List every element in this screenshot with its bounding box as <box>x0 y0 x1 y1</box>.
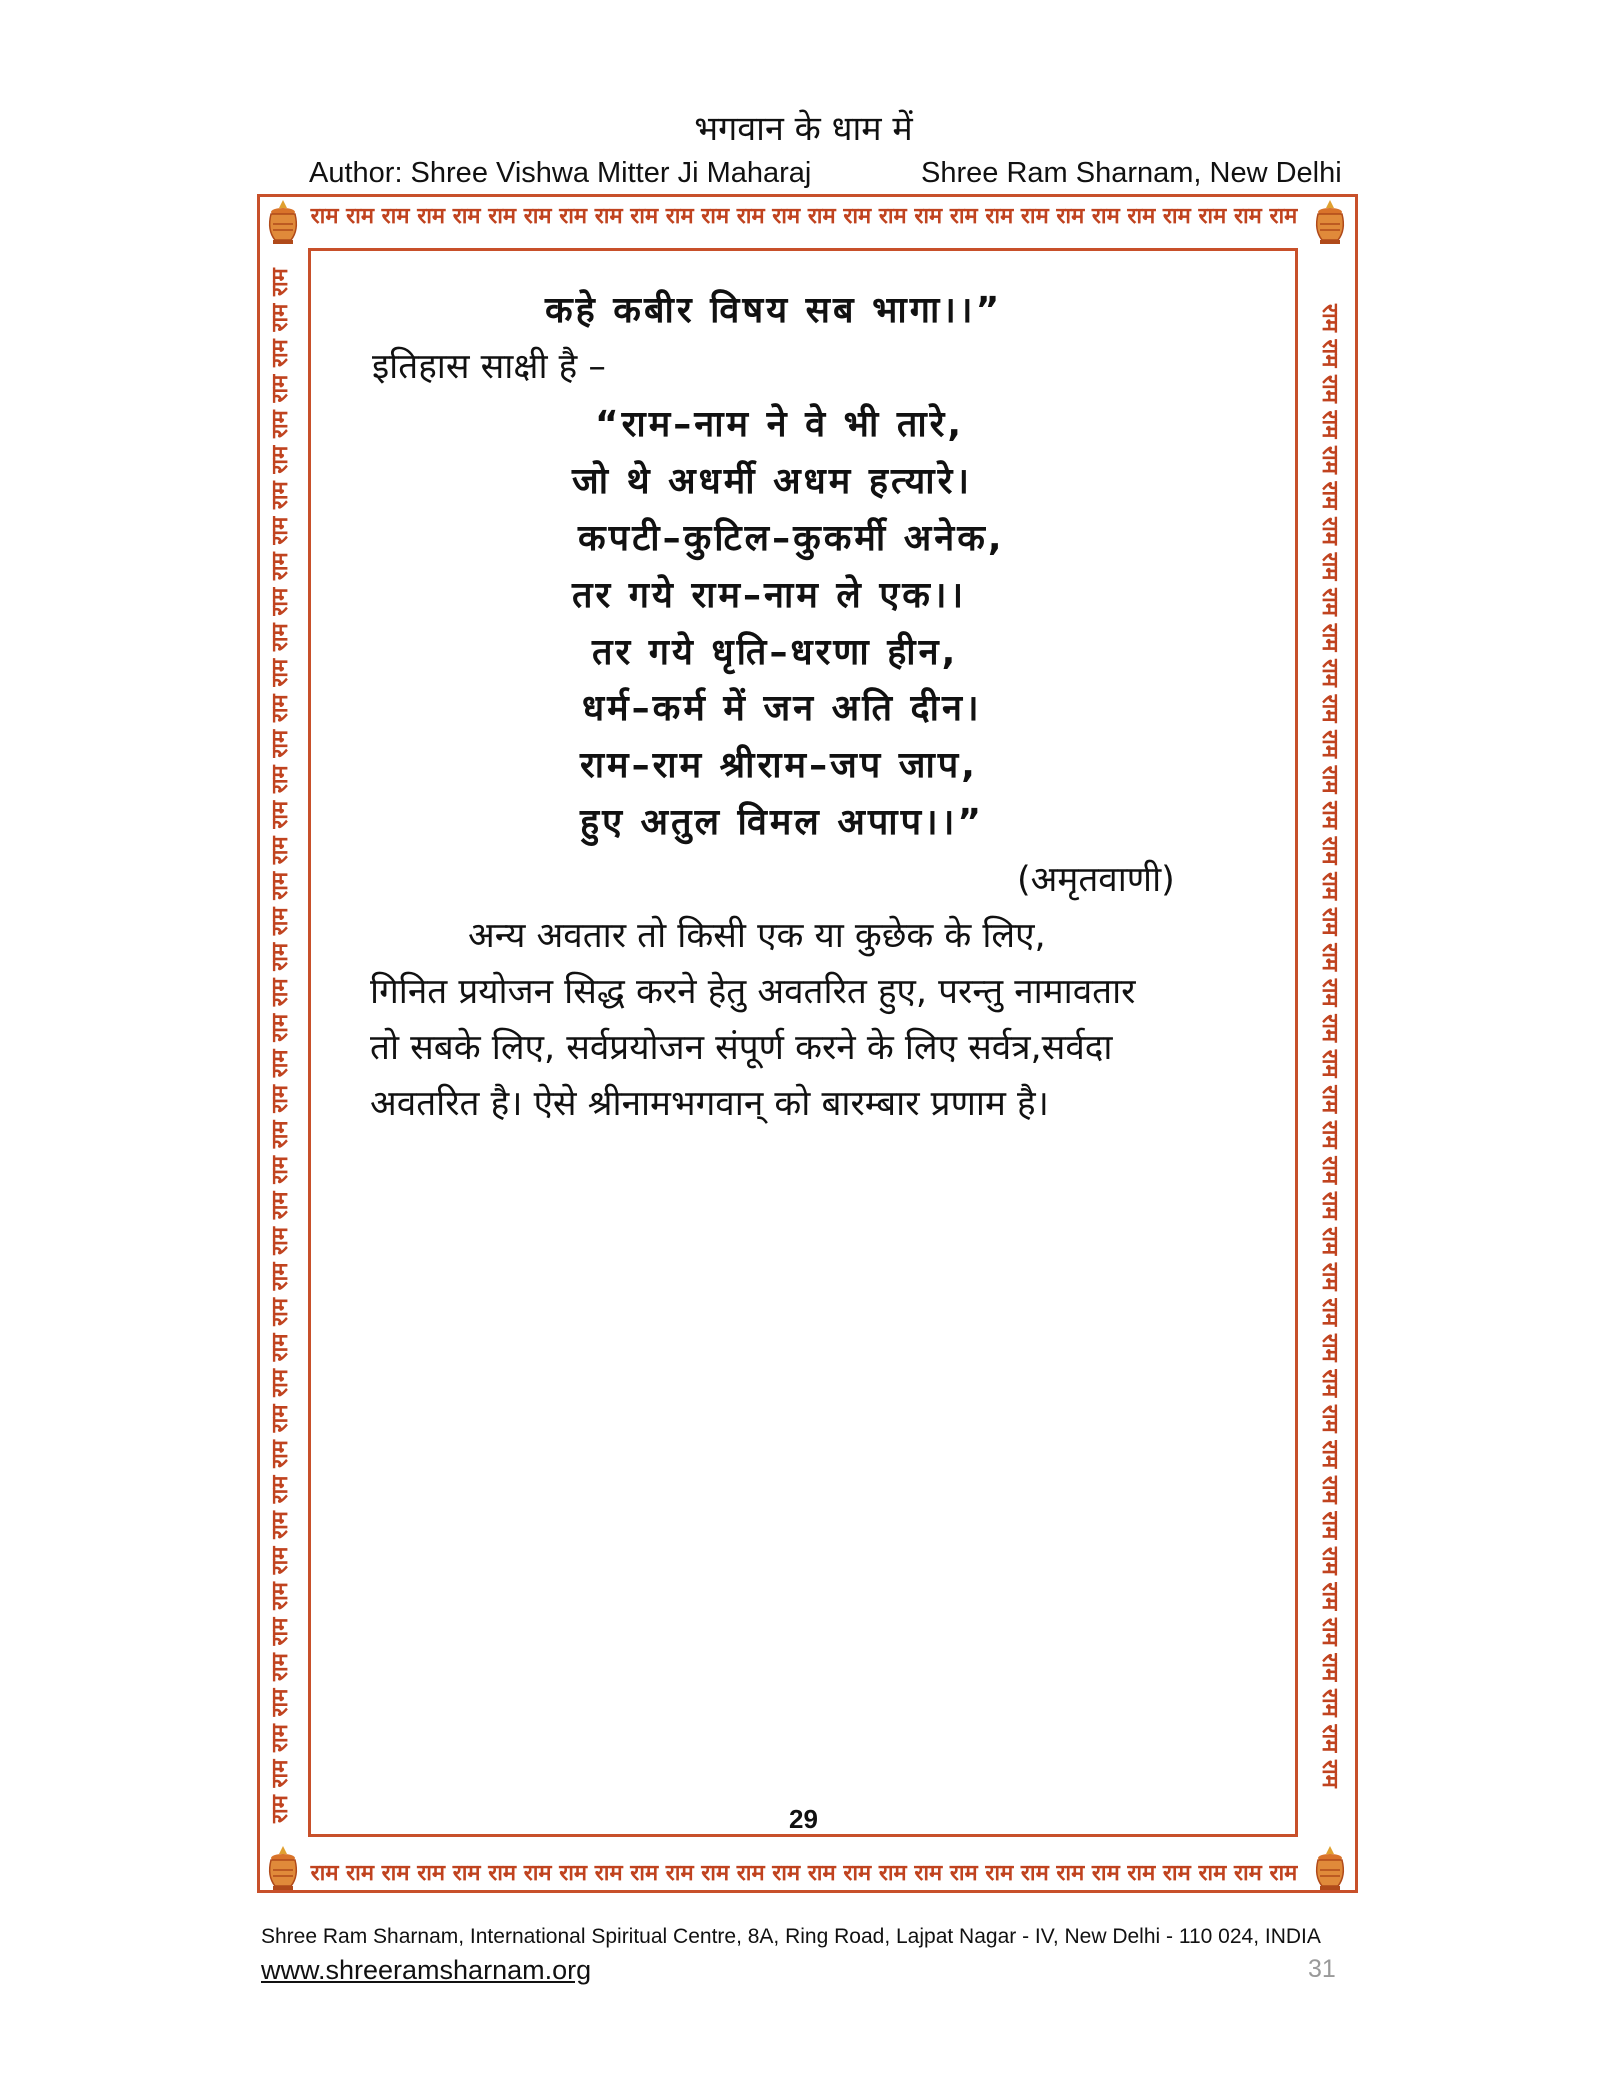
verse-line: राम–राम श्रीराम–जप जाप, <box>580 745 978 786</box>
border-band-right: राम राम राम राम राम राम राम राम राम राम राम राम राम राम राम राम राम राम राम राम राम राम राम राम राम राम राम राम राम राम राम राम राम राम राम राम राम राम राम राम राम राम <box>1317 304 1342 1788</box>
kalash-corner-icon <box>263 1844 303 1892</box>
organization-line: Shree Ram Sharnam, New Delhi <box>921 157 1342 189</box>
sheet-number: 31 <box>1308 1955 1336 1983</box>
verse-line: तर गये राम–नाम ले एक।। <box>572 575 967 616</box>
verse-line: कपटी–कुटिल–कुकर्मी अनेक, <box>578 518 1005 559</box>
author-line: Author: Shree Vishwa Mitter Ji Maharaj <box>309 157 812 189</box>
paragraph <box>370 908 1240 1132</box>
verse-line: “राम–नाम ने वे भी तारे, <box>595 404 965 445</box>
kalash-corner-icon <box>1310 1844 1350 1892</box>
verse-line: धर्म–कर्म में जन अति दीन। <box>582 688 982 729</box>
source-citation: (अमृतवाणी) <box>1017 860 1175 900</box>
verse-intro: कहे कबीर विषय सब भागा।।” <box>545 290 1003 331</box>
footer-address: Shree Ram Sharnam, International Spiritual Centre, 8A, Ring Road, Lajpat Nagar - IV, New Delhi - 110 024, INDIA <box>261 1925 1321 1948</box>
website-link[interactable]: www.shreeramsharnam.org <box>261 1955 592 1985</box>
paragraph-line: अवतरित है। ऐसे श्रीनामभगवान् को बारम्बार प्रणाम है। <box>370 1084 1049 1124</box>
paragraph-line: अन्य अवतार तो किसी एक या कुछेक के लिए, <box>468 916 1046 956</box>
history-line: इतिहास साक्षी है – <box>372 347 606 387</box>
border-band-left: राम राम राम राम राम राम राम राम राम राम राम राम राम राम राम राम राम राम राम राम राम राम राम राम राम राम राम राम राम राम राम राम राम राम राम राम राम राम राम राम राम राम राम राम <box>268 268 293 1824</box>
border-band-bottom: राम राम राम राम राम राम राम राम राम राम राम राम राम राम राम राम राम राम राम राम राम राम राम राम राम राम राम राम <box>310 1861 1298 1886</box>
page-number: 29 <box>789 1804 818 1834</box>
kalash-corner-icon <box>263 198 303 246</box>
page-title: भगवान के धाम में <box>694 109 913 149</box>
verse-line: तर गये धृति–धरणा हीन, <box>592 632 959 673</box>
paragraph-line: गिनित प्रयोजन सिद्ध करने हेतु अवतरित हुए, परन्तु नामावतार <box>370 972 1136 1012</box>
border-band-top: राम राम राम राम राम राम राम राम राम राम राम राम राम राम राम राम राम राम राम राम राम राम राम राम राम राम राम राम <box>310 204 1298 229</box>
paragraph-line: तो सबके लिए, सर्वप्रयोजन संपूर्ण करने के लिए सर्वत्र,सर्वदा <box>370 1028 1113 1068</box>
verse-line: हुए अतुल विमल अपाप।।” <box>580 802 985 843</box>
verse-line: जो थे अधर्मी अधम हत्यारे। <box>572 461 972 502</box>
kalash-corner-icon <box>1310 198 1350 246</box>
